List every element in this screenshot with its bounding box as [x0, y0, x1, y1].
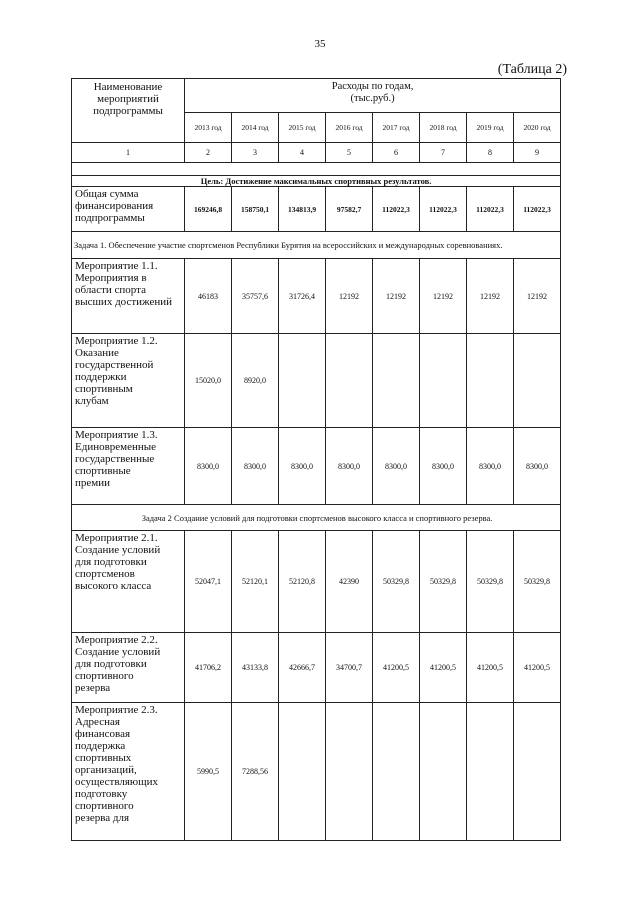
- measure-value: 41200,5: [373, 633, 420, 703]
- measure-value: [279, 334, 326, 428]
- task-1-row: [72, 232, 561, 259]
- measure-value: [420, 334, 467, 428]
- column-number: 8: [467, 143, 514, 163]
- column-numbers-row: [72, 143, 561, 163]
- measure-value: [467, 703, 514, 841]
- column-number: 3: [232, 143, 279, 163]
- measure-name: Мероприятие 1.2. Оказание государственной поддержки спортивным клубам: [72, 334, 185, 428]
- spacer-row: [72, 163, 561, 176]
- measure-name: Мероприятие 2.1. Создание условий для подготовки спортсменов высокого класса: [72, 531, 185, 633]
- task-2-row: [72, 505, 561, 531]
- table-caption: (Таблица 2): [497, 62, 567, 77]
- column-number: 9: [514, 143, 561, 163]
- measure-value: 50329,8: [467, 531, 514, 633]
- measure-value: 8300,0: [467, 428, 514, 505]
- measure-value: [326, 334, 373, 428]
- name-column-header: Наименование мероприятий подпрограммы: [72, 79, 185, 143]
- expenses-header: Расходы по годам, (тыс.руб.): [185, 79, 561, 113]
- total-value: 134813,9: [279, 187, 326, 232]
- header-row: [72, 79, 561, 113]
- column-number: 6: [373, 143, 420, 163]
- measure-value: 8300,0: [279, 428, 326, 505]
- column-number: 2: [185, 143, 232, 163]
- page-number: 35: [314, 38, 326, 50]
- measure-value: 42666,7: [279, 633, 326, 703]
- year-header: 2013 год: [185, 113, 232, 143]
- measure-value: 7288,56: [232, 703, 279, 841]
- total-row: [72, 187, 561, 232]
- year-header: 2016 год: [326, 113, 373, 143]
- budget-table: [71, 78, 561, 841]
- total-name: Общая сумма финансирования подпрограммы: [72, 187, 185, 232]
- measure-value: 50329,8: [420, 531, 467, 633]
- total-value: 112022,3: [514, 187, 561, 232]
- measure-value: 12192: [326, 259, 373, 334]
- measure-value: 8300,0: [373, 428, 420, 505]
- measure-row-1-2: [72, 334, 561, 428]
- year-header: 2015 год: [279, 113, 326, 143]
- measure-value: [514, 334, 561, 428]
- measure-value: 8300,0: [420, 428, 467, 505]
- measure-value: [373, 703, 420, 841]
- total-value: 97582,7: [326, 187, 373, 232]
- total-value: 112022,3: [467, 187, 514, 232]
- measure-name: Мероприятие 1.1. Мероприятия в области спорта высших достижений: [72, 259, 185, 334]
- year-header: 2020 год: [514, 113, 561, 143]
- column-number: 4: [279, 143, 326, 163]
- measure-value: 5990,5: [185, 703, 232, 841]
- measure-name: Мероприятие 2.2. Создание условий для подготовки спортивного резерва: [72, 633, 185, 703]
- measure-value: 8300,0: [326, 428, 373, 505]
- measure-row-2-3: [72, 703, 561, 841]
- measure-value: 31726,4: [279, 259, 326, 334]
- measure-name: Мероприятие 2.3. Адресная финансовая поддержка спортивных организаций, осуществляющих подготовку спортивного резерва для: [72, 703, 185, 841]
- measure-value: 12192: [373, 259, 420, 334]
- measure-value: 52120,8: [279, 531, 326, 633]
- measure-value: 41706,2: [185, 633, 232, 703]
- task-1-text: Задача 1. Обеспечение участие спортсменов Республики Бурятия на всероссийских и международных соревнованиях.: [72, 232, 561, 259]
- measure-row-2-2: [72, 633, 561, 703]
- measure-value: 50329,8: [514, 531, 561, 633]
- measure-name: Мероприятие 1.3. Единовременные государственные спортивные премии: [72, 428, 185, 505]
- task-2-text: Задача 2 Создание условий для подготовки спортсменов высокого класса и спортивного резерва.: [72, 505, 561, 531]
- measure-value: 41200,5: [467, 633, 514, 703]
- measure-value: 8300,0: [514, 428, 561, 505]
- measure-value: [514, 703, 561, 841]
- measure-row-1-1: [72, 259, 561, 334]
- total-value: 158750,1: [232, 187, 279, 232]
- measure-value: [420, 703, 467, 841]
- total-value: 112022,3: [420, 187, 467, 232]
- measure-value: 41200,5: [420, 633, 467, 703]
- measure-value: 52047,1: [185, 531, 232, 633]
- column-number: 7: [420, 143, 467, 163]
- measure-value: 35757,6: [232, 259, 279, 334]
- measure-value: 8300,0: [232, 428, 279, 505]
- measure-value: 12192: [514, 259, 561, 334]
- measure-value: 12192: [467, 259, 514, 334]
- measure-value: 8300,0: [185, 428, 232, 505]
- measure-value: 34700,7: [326, 633, 373, 703]
- measure-value: 42390: [326, 531, 373, 633]
- measure-value: [373, 334, 420, 428]
- total-value: 169246,8: [185, 187, 232, 232]
- spacer-cell: [72, 163, 561, 176]
- measure-value: [279, 703, 326, 841]
- year-header: 2017 год: [373, 113, 420, 143]
- measure-row-2-1: [72, 531, 561, 633]
- measure-value: 15020,0: [185, 334, 232, 428]
- measure-value: 50329,8: [373, 531, 420, 633]
- column-number: 1: [72, 143, 185, 163]
- column-number: 5: [326, 143, 373, 163]
- goal-text: Цель: Достижение максимальных спортивных результатов.: [72, 176, 561, 187]
- measure-value: 8920,0: [232, 334, 279, 428]
- measure-row-1-3: [72, 428, 561, 505]
- measure-value: 43133,8: [232, 633, 279, 703]
- year-header: 2018 год: [420, 113, 467, 143]
- measure-value: [467, 334, 514, 428]
- total-value: 112022,3: [373, 187, 420, 232]
- measure-value: [326, 703, 373, 841]
- measure-value: 12192: [420, 259, 467, 334]
- measure-value: 46183: [185, 259, 232, 334]
- goal-row: [72, 176, 561, 187]
- measure-value: 52120,1: [232, 531, 279, 633]
- measure-value: 41200,5: [514, 633, 561, 703]
- year-header: 2019 год: [467, 113, 514, 143]
- year-header: 2014 год: [232, 113, 279, 143]
